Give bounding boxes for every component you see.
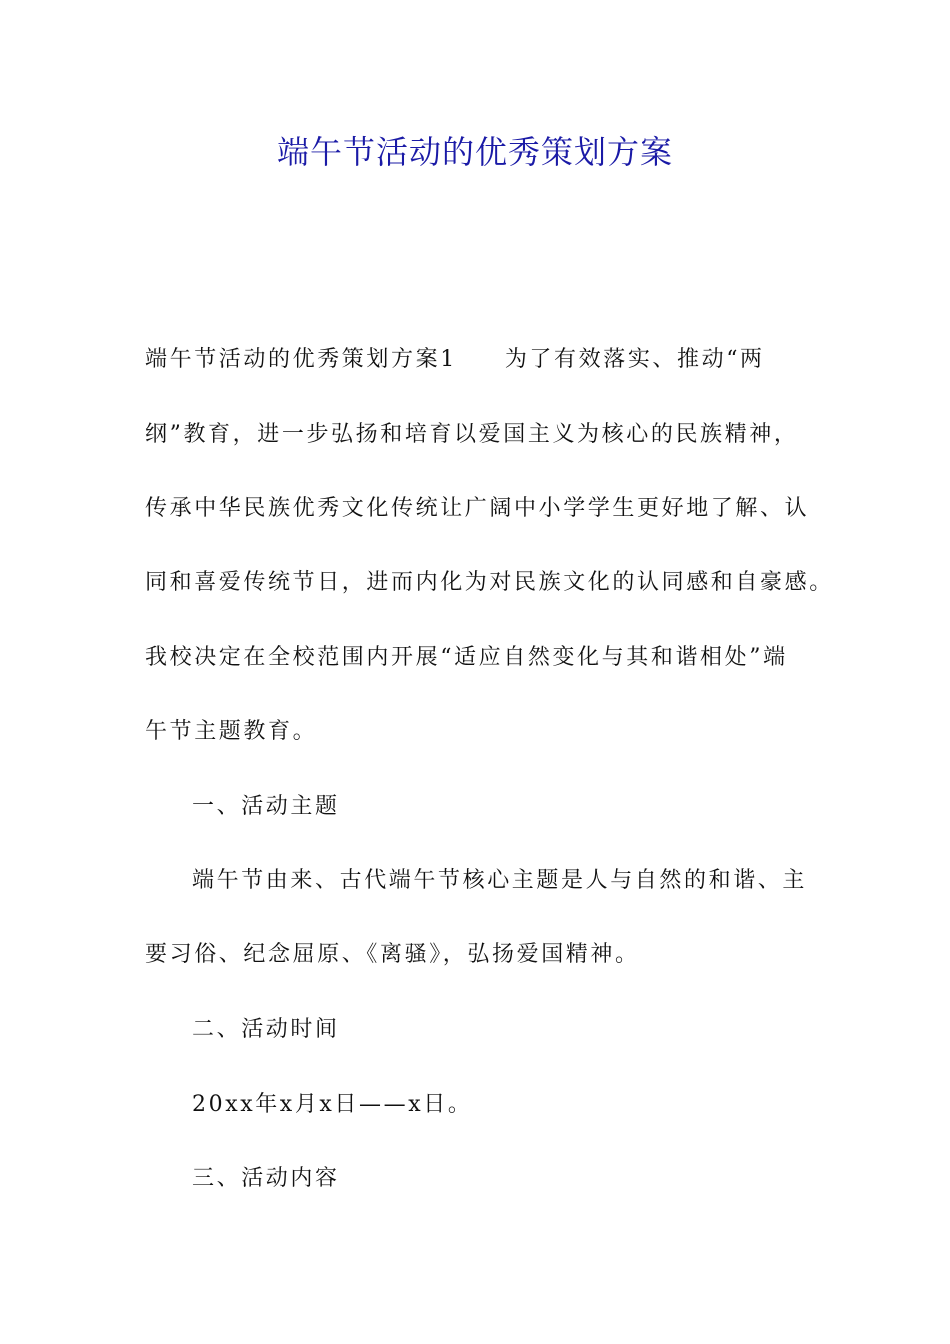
document-title: 端午节活动的优秀策划方案	[276, 133, 673, 171]
paragraph-line: 传承中华民族优秀文化传统让广阔中小学学生更好地了解、认	[145, 496, 810, 521]
paragraph-line: 我校决定在全校范围内开展“适应自然变化与其和谐相处”端	[145, 645, 788, 670]
paragraph-line: 端午节由来、古代端午节核心主题是人与自然的和谐、主	[192, 868, 808, 893]
section-heading: 三、活动内容	[192, 1166, 340, 1191]
paragraph-line	[145, 345, 765, 375]
plan-heading-text: 端午节活动的优秀策划方案1	[145, 347, 457, 372]
section-heading: 一、活动主题	[192, 794, 340, 819]
paragraph-line: 午节主题教育。	[145, 719, 318, 744]
section-heading: 二、活动时间	[192, 1017, 340, 1042]
paragraph-line: 纲”教育，进一步弘扬和培育以爱国主义为核心的民族精神，	[145, 422, 799, 447]
paragraph-text: 为了有效落实、推动“两	[504, 347, 765, 372]
paragraph-line: 同和喜爱传统节日，进而内化为对民族文化的认同感和自豪感。	[145, 570, 834, 595]
paragraph-line: 20xx年x月x日——x日。	[192, 1092, 473, 1117]
paragraph-line: 要习俗、纪念屈原、《离骚》，弘扬爱国精神。	[145, 942, 640, 967]
